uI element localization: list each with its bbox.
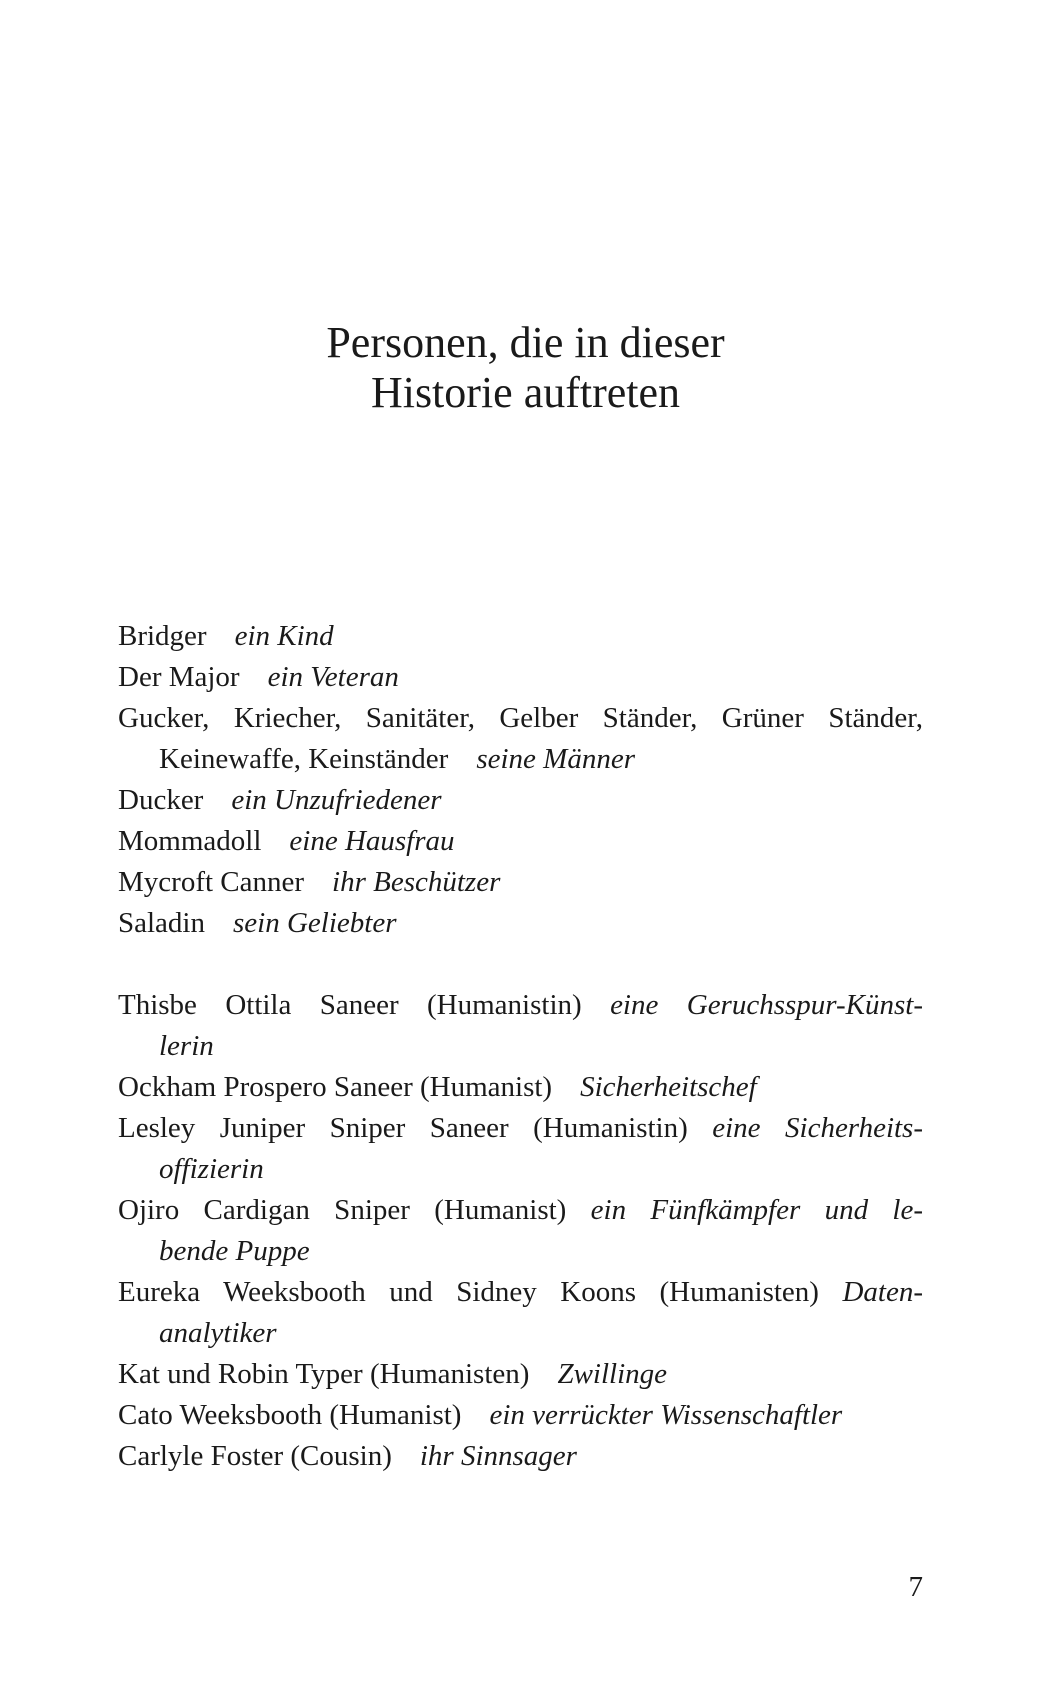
cast-entry-continuation	[118, 739, 923, 780]
character-name: Mommadoll	[118, 825, 262, 857]
character-name: Ducker	[118, 784, 204, 816]
cast-entry	[118, 1272, 923, 1313]
character-name: Eureka Weeksbooth und Sidney Koons (Humanisten)	[118, 1276, 819, 1308]
title-line-1: Personen, die in dieser	[326, 318, 725, 367]
character-role: ein Unzufriedener	[231, 784, 442, 816]
character-role: eine Geruchsspur-Künst-	[610, 989, 923, 1021]
cast-entry	[118, 1190, 923, 1231]
character-role: seine Männer	[476, 743, 635, 775]
character-name: Carlyle Foster (Cousin)	[118, 1440, 392, 1472]
character-name: Ojiro Cardigan Sniper (Humanist)	[118, 1194, 567, 1226]
character-role: Daten-	[842, 1276, 923, 1308]
cast-entry	[118, 862, 923, 903]
character-name: Cato Weeksbooth (Humanist)	[118, 1399, 462, 1431]
page-number: 7	[908, 1571, 923, 1603]
cast-entry	[118, 1395, 923, 1436]
character-name: Ockham Prospero Saneer (Humanist)	[118, 1071, 553, 1103]
cast-list-group-1	[118, 616, 923, 944]
character-name: Thisbe Ottila Saneer (Humanistin)	[118, 989, 582, 1021]
cast-entry-continuation	[118, 1231, 923, 1272]
character-role: lerin	[159, 1030, 214, 1062]
character-name: Kat und Robin Typer (Humanisten)	[118, 1358, 530, 1390]
cast-entry	[118, 780, 923, 821]
character-role: ihr Sinnsager	[419, 1440, 577, 1472]
character-role: eine Hausfrau	[289, 825, 455, 857]
character-role: bende Puppe	[159, 1235, 310, 1267]
character-name: Mycroft Canner	[118, 866, 305, 898]
cast-entry	[118, 1436, 923, 1477]
character-name: Keinewaffe, Keinständer	[159, 743, 449, 775]
character-role: ein Kind	[234, 620, 334, 652]
cast-entry	[118, 1108, 923, 1149]
cast-entry-continuation	[118, 1026, 923, 1067]
character-name: Saladin	[118, 907, 205, 939]
character-role: Zwillinge	[557, 1358, 668, 1390]
cast-entry	[118, 1067, 923, 1108]
character-name: Bridger	[118, 620, 207, 652]
character-role: sein Geliebter	[233, 907, 397, 939]
cast-entry	[118, 985, 923, 1026]
character-role: ihr Beschützer	[332, 866, 501, 898]
cast-entry-continuation	[118, 1313, 923, 1354]
cast-entry	[118, 657, 923, 698]
cast-entry	[118, 698, 923, 739]
title-line-2: Historie auftreten	[370, 368, 681, 417]
character-name: Der Major	[118, 661, 240, 693]
cast-entry	[118, 903, 923, 944]
character-name: Gucker, Kriecher, Sanitäter, Gelber Ständer, Grüner Ständer,	[118, 702, 923, 734]
character-role: ein Veteran	[267, 661, 399, 693]
character-role: ein Fünfkämpfer und le-	[590, 1194, 923, 1226]
character-role: Sicherheitschef	[580, 1071, 757, 1103]
character-role: eine Sicherheits-	[712, 1112, 924, 1144]
character-role: ein verrückter Wissenschaftler	[489, 1399, 843, 1431]
cast-list-group-2	[118, 985, 923, 1477]
character-name: Lesley Juniper Sniper Saneer (Humanistin)	[118, 1112, 688, 1144]
page-title	[0, 318, 1051, 418]
cast-entry	[118, 616, 923, 657]
cast-entry	[118, 821, 923, 862]
character-role: offizierin	[159, 1153, 264, 1185]
cast-entry	[118, 1354, 923, 1395]
character-role: analytiker	[159, 1317, 277, 1349]
cast-entry-continuation	[118, 1149, 923, 1190]
